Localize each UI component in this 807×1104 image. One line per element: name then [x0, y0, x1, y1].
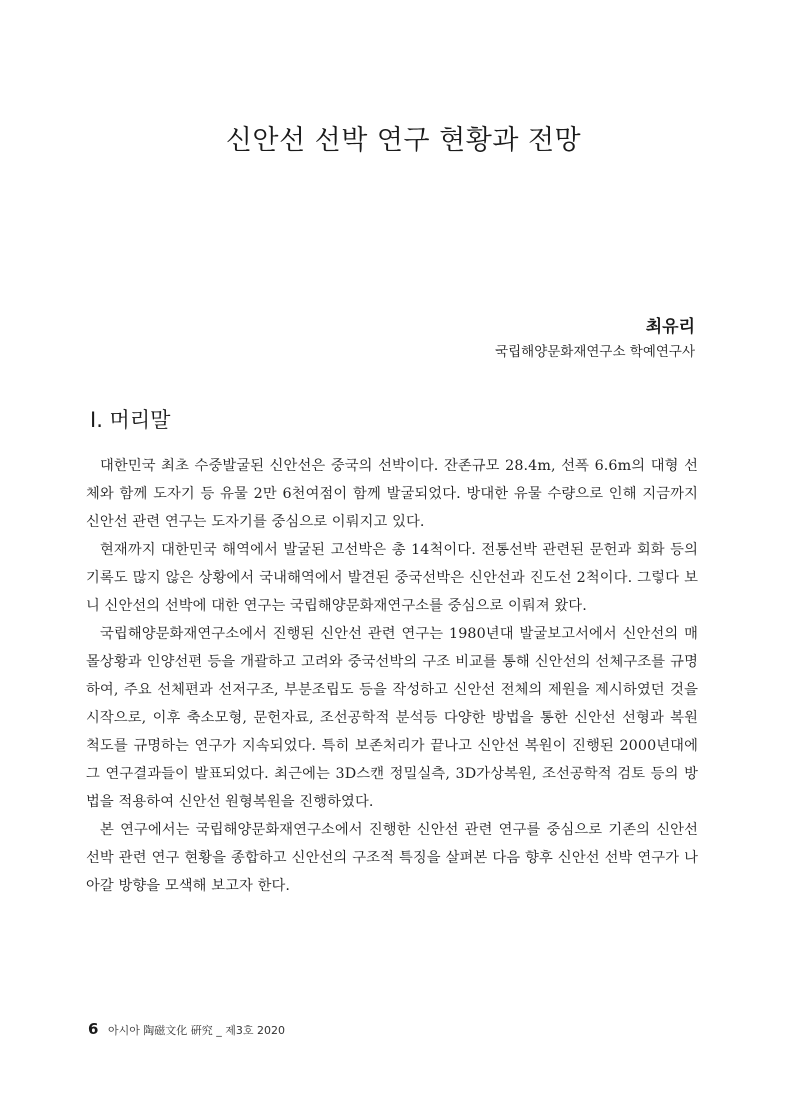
- body-text: [86, 452, 698, 900]
- page-title: 신안선 선박 연구 현황과 전망: [225, 125, 582, 156]
- paragraph: 국립해양문화재연구소에서 진행된 신안선 관련 연구는 1980년대 발굴보고서에서 신안선의 매몰상황과 인양선편 등을 개괄하고 고려와 중국선박의 구조 비교를 통해 신안선의 선체구조를 규명하여, 주요 선체편과 선저구조, 부분조립도 등을 작성하고 신안선 전체의 제원을 제시하였던 것을 시작으로, 이후 축소모형, 문헌자료, 조선공학적 분석등 다양한 방법을 통한 신안선 선형과 복원 척도를 규명하는 연구가 지속되었다. 특히 보존처리가 끝나고 신안선 복원이 진행된 2000년대에 그 연구결과들이 발표되었다. 최근에는 3D스캔 정밀실측, 3D가상복원, 조선공학적 검토 등의 방법을 적용하여 신안선 원형복원을 진행하였다.: [86, 626, 698, 810]
- paragraph: 현재까지 대한민국 해역에서 발굴된 고선박은 총 14척이다. 전통선박 관련된 문헌과 회화 등의 기록도 많지 않은 상황에서 국내해역에서 발견된 중국선박은 신안선과 진도선 2척이다. 그렇다 보니 신안선의 선박에 대한 연구는 국립해양문화재연구소를 중심으로 이뤄져 왔다.: [86, 542, 698, 614]
- section-heading: Ⅰ. 머리말: [90, 408, 171, 432]
- author-name: 최유리: [645, 317, 695, 337]
- paragraph: 대한민국 최초 수중발굴된 신안선은 중국의 선박이다. 잔존규모 28.4m, 선폭 6.6m의 대형 선체와 함께 도자기 등 유물 2만 6천여점이 함께 발굴되었다. 방대한 유물 수량으로 인해 지금까지 신안선 관련 연구는 도자기를 중심으로 이뤄지고 있다.: [86, 458, 698, 530]
- author-affiliation: 국립해양문화재연구소 학예연구사: [495, 344, 695, 360]
- paragraph: 본 연구에서는 국립해양문화재연구소에서 진행한 신안선 관련 연구를 중심으로 기존의 신안선 선박 관련 연구 현황을 종합하고 신안선의 구조적 특징을 살펴본 다음 향후 신안선 선박 연구가 나아갈 방향을 모색해 보고자 한다.: [86, 822, 698, 894]
- page-footer: [88, 1020, 285, 1038]
- page-number: 6: [88, 1020, 99, 1038]
- journal-info: 아시아 陶磁文化 硏究 _ 제3호 2020: [107, 1024, 286, 1037]
